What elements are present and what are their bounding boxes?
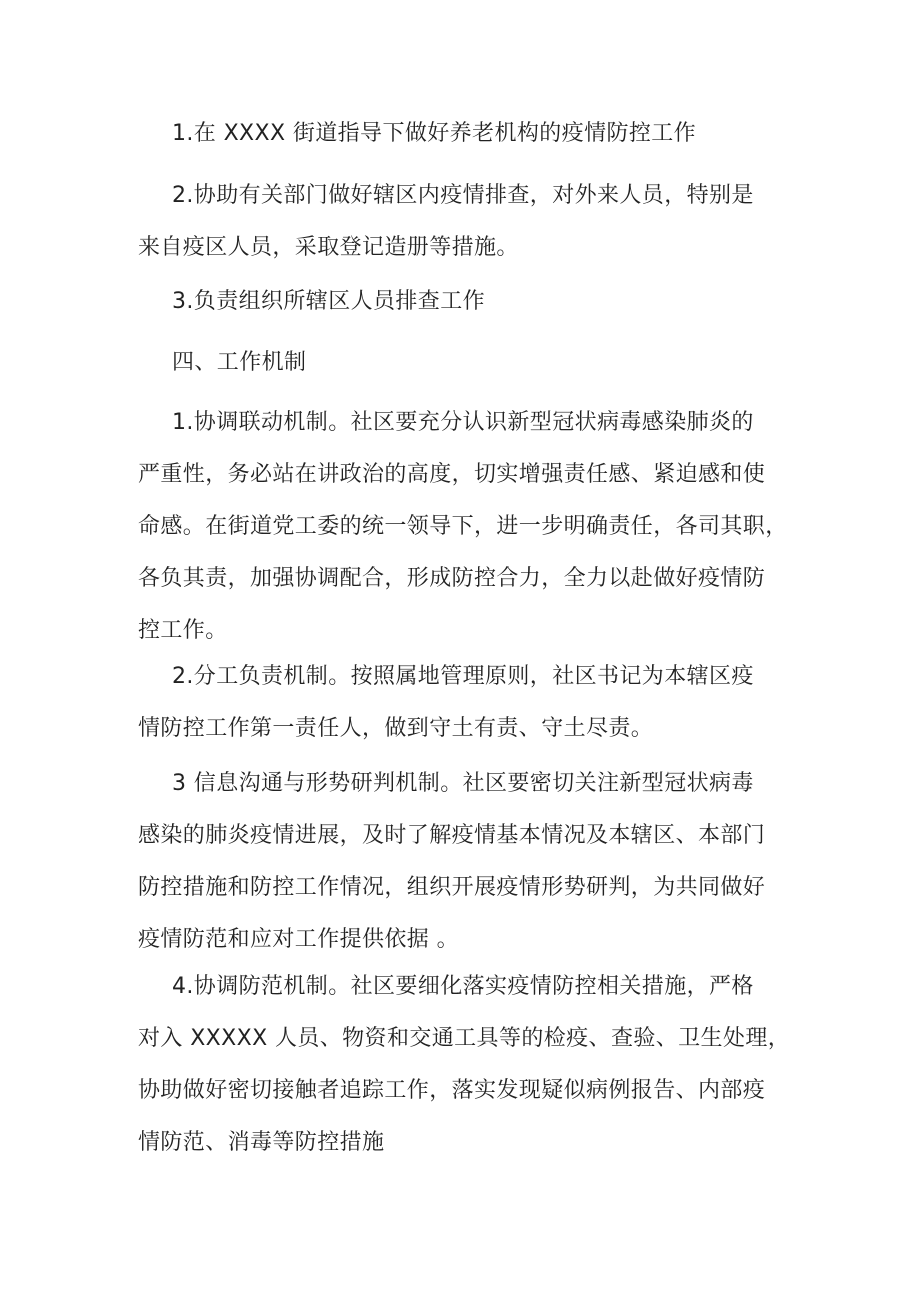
- text-line: 来自疫区人员，采取登记造册等措施。: [138, 235, 519, 260]
- text-line: 1.协调联动机制。社区要充分认识新型冠状病毒感染肺炎的: [172, 410, 754, 435]
- text-line: 情防范、消毒等防控措施: [138, 1130, 385, 1155]
- text-line: 1.在 XXXX 街道指导下做好养老机构的疫情防控工作: [172, 121, 697, 146]
- paragraph-responsibility-mechanism: [138, 651, 790, 755]
- text-line: 协助做好密切接触者追踪工作，落实发现疑似病例报告、内部疫: [138, 1078, 766, 1103]
- paragraph-prevention-mechanism: [138, 961, 790, 1169]
- text-line: 疫情防范和应对工作提供依据 。: [138, 927, 459, 952]
- paragraph-information-mechanism: [138, 758, 790, 966]
- text-line: 2.协助有关部门做好辖区内疫情排查，对外来人员，特别是: [172, 183, 754, 208]
- text-line: 严重性，务必站在讲政治的高度，切实增强责任感、紧迫感和使: [138, 462, 766, 487]
- text-line: 3.负责组织所辖区人员排查工作: [172, 289, 485, 314]
- section-heading-work-mechanism: [138, 337, 790, 389]
- text-line: 对入 XXXXX 人员、物资和交通工具等的检疫、查验、卫生处理，: [138, 1026, 791, 1051]
- paragraph-coordination-mechanism: [138, 397, 790, 657]
- text-line: 情防控工作第一责任人，做到守土有责、守土尽责。: [138, 716, 654, 741]
- paragraph-elderly-care: [138, 108, 790, 160]
- text-line: 命感。在街道党工委的统一领导下，进一步明确责任，各司其职，: [138, 514, 788, 539]
- paragraph-personnel-screening: [138, 276, 790, 328]
- text-line: 防控措施和防控工作情况，组织开展疫情形势研判，为共同做好: [138, 875, 766, 900]
- text-line: 3 信息沟通与形势研判机制。社区要密切关注新型冠状病毒: [172, 771, 754, 796]
- text-line: 四、工作机制: [172, 350, 307, 375]
- text-line: 控工作。: [138, 618, 228, 643]
- text-line: 各负其责，加强协调配合，形成防控合力，全力以赴做好疫情防: [138, 566, 766, 591]
- paragraph-screening-assist: [138, 170, 790, 274]
- text-line: 4.协调防范机制。社区要细化落实疫情防控相关措施，严格: [172, 974, 754, 999]
- text-line: 2.分工负责机制。按照属地管理原则，社区书记为本辖区疫: [172, 664, 754, 689]
- text-line: 感染的肺炎疫情进展，及时了解疫情基本情况及本辖区、本部门: [138, 823, 766, 848]
